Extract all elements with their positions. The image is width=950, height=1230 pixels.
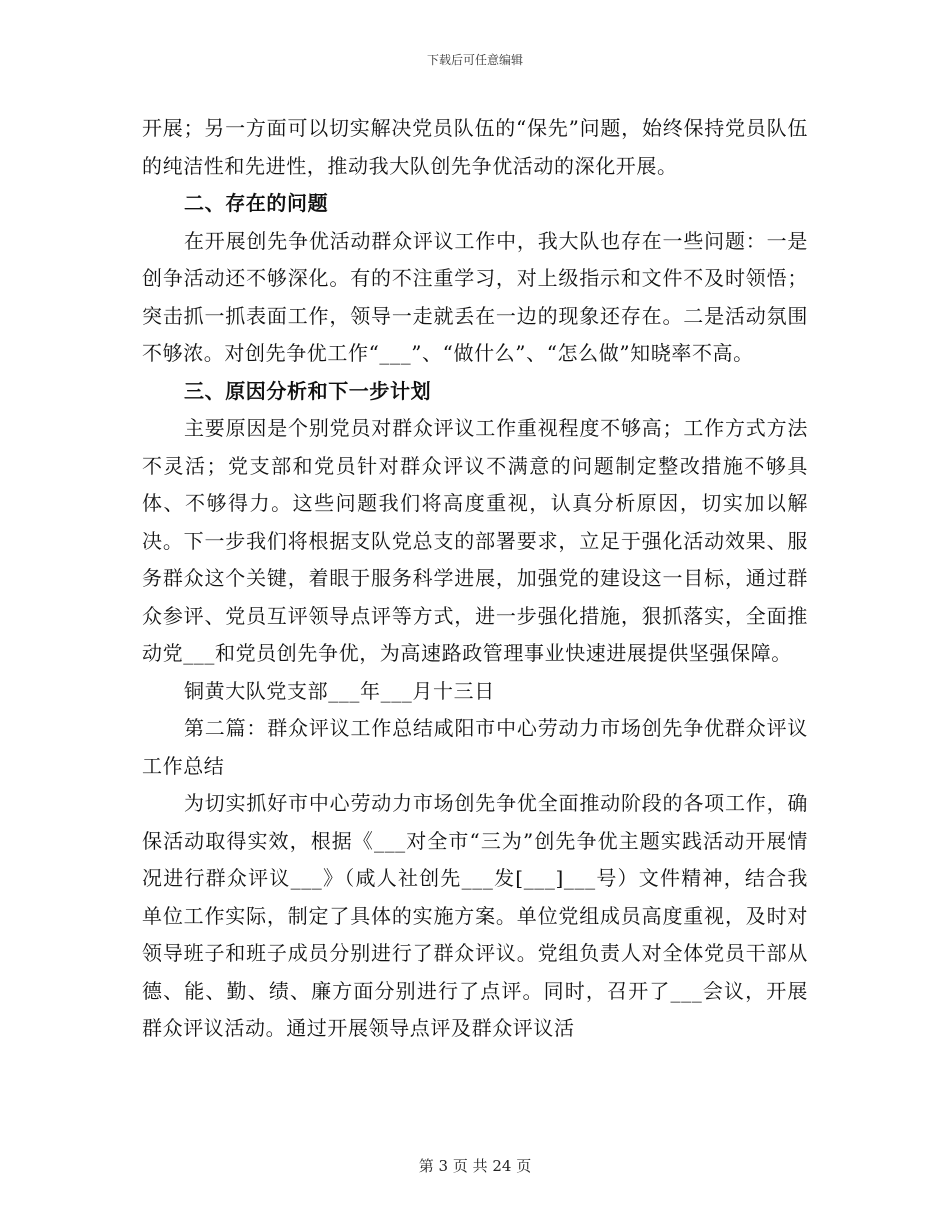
page-header: 下载后可任意编辑 bbox=[426, 53, 523, 67]
page-number: 第 3 页 共 24 页 bbox=[418, 1157, 532, 1175]
document-body bbox=[142, 110, 808, 1048]
paragraph-second-article: 为切实抓好市中心劳动力市场创先争优全面推动阶段的各项工作，确保活动取得实效，根据《___对全市“三为”创先争优主题实践活动开展情况进行群众评议___》（咸人社创先___发[___]___号）文件精神，结合我单位工作实际，制定了具体的实施方案。单位党组成员高度重视，及时对领导班子和班子成员分别进行了群众评议。党组负责人对全体党员干部从德、能、勤、绩、廉方面分别进行了点评。同时，召开了___会议，开展群众评议活动。通过开展领导点评及群众评议活 bbox=[142, 791, 808, 1040]
paragraph-continuation: 开展；另一方面可以切实解决党员队伍的“保先”问题，始终保持党员队伍的纯洁性和先进性，推动我大队创先争优活动的深化开展。 bbox=[142, 116, 808, 178]
paragraph-problems: 在开展创先争优活动群众评议工作中，我大队也存在一些问题：一是创争活动还不够深化。有的不注重学习，对上级指示和文件不及时领悟；突击抓一抓表面工作，领导一走就丢在一边的现象还存在。二是活动氛围不够浓。对创先争优工作“___”、“做什么”、“怎么做”知晓率不高。 bbox=[142, 228, 808, 365]
paragraph-analysis-plan: 主要原因是个别党员对群众评议工作重视程度不够高；工作方式方法不灵活；党支部和党员针对群众评议不满意的问题制定整改措施不够具体、不够得力。这些问题我们将高度重视，认真分析原因，切实加以解决。下一步我们将根据支队党总支的部署要求，立足于强化活动效果、服务群众这个关键，着眼于服务科学进展，加强党的建设这一目标，通过群众参评、党员互评领导点评等方式，进一步强化措施，狠抓落实，全面推动党___和党员创先争优，为高速路政管理事业快速进展提供坚强保障。 bbox=[142, 416, 808, 665]
section-heading-analysis-plan: 三、原因分析和下一步计划 bbox=[184, 378, 432, 403]
section-heading-problems: 二、存在的问题 bbox=[184, 191, 329, 215]
signature-line: 铜黄大队党支部___年___月十三日 bbox=[184, 678, 495, 703]
second-article-title: 第二篇：群众评议工作总结咸阳市中心劳动力市场创先争优群众评议工作总结 bbox=[142, 716, 808, 778]
